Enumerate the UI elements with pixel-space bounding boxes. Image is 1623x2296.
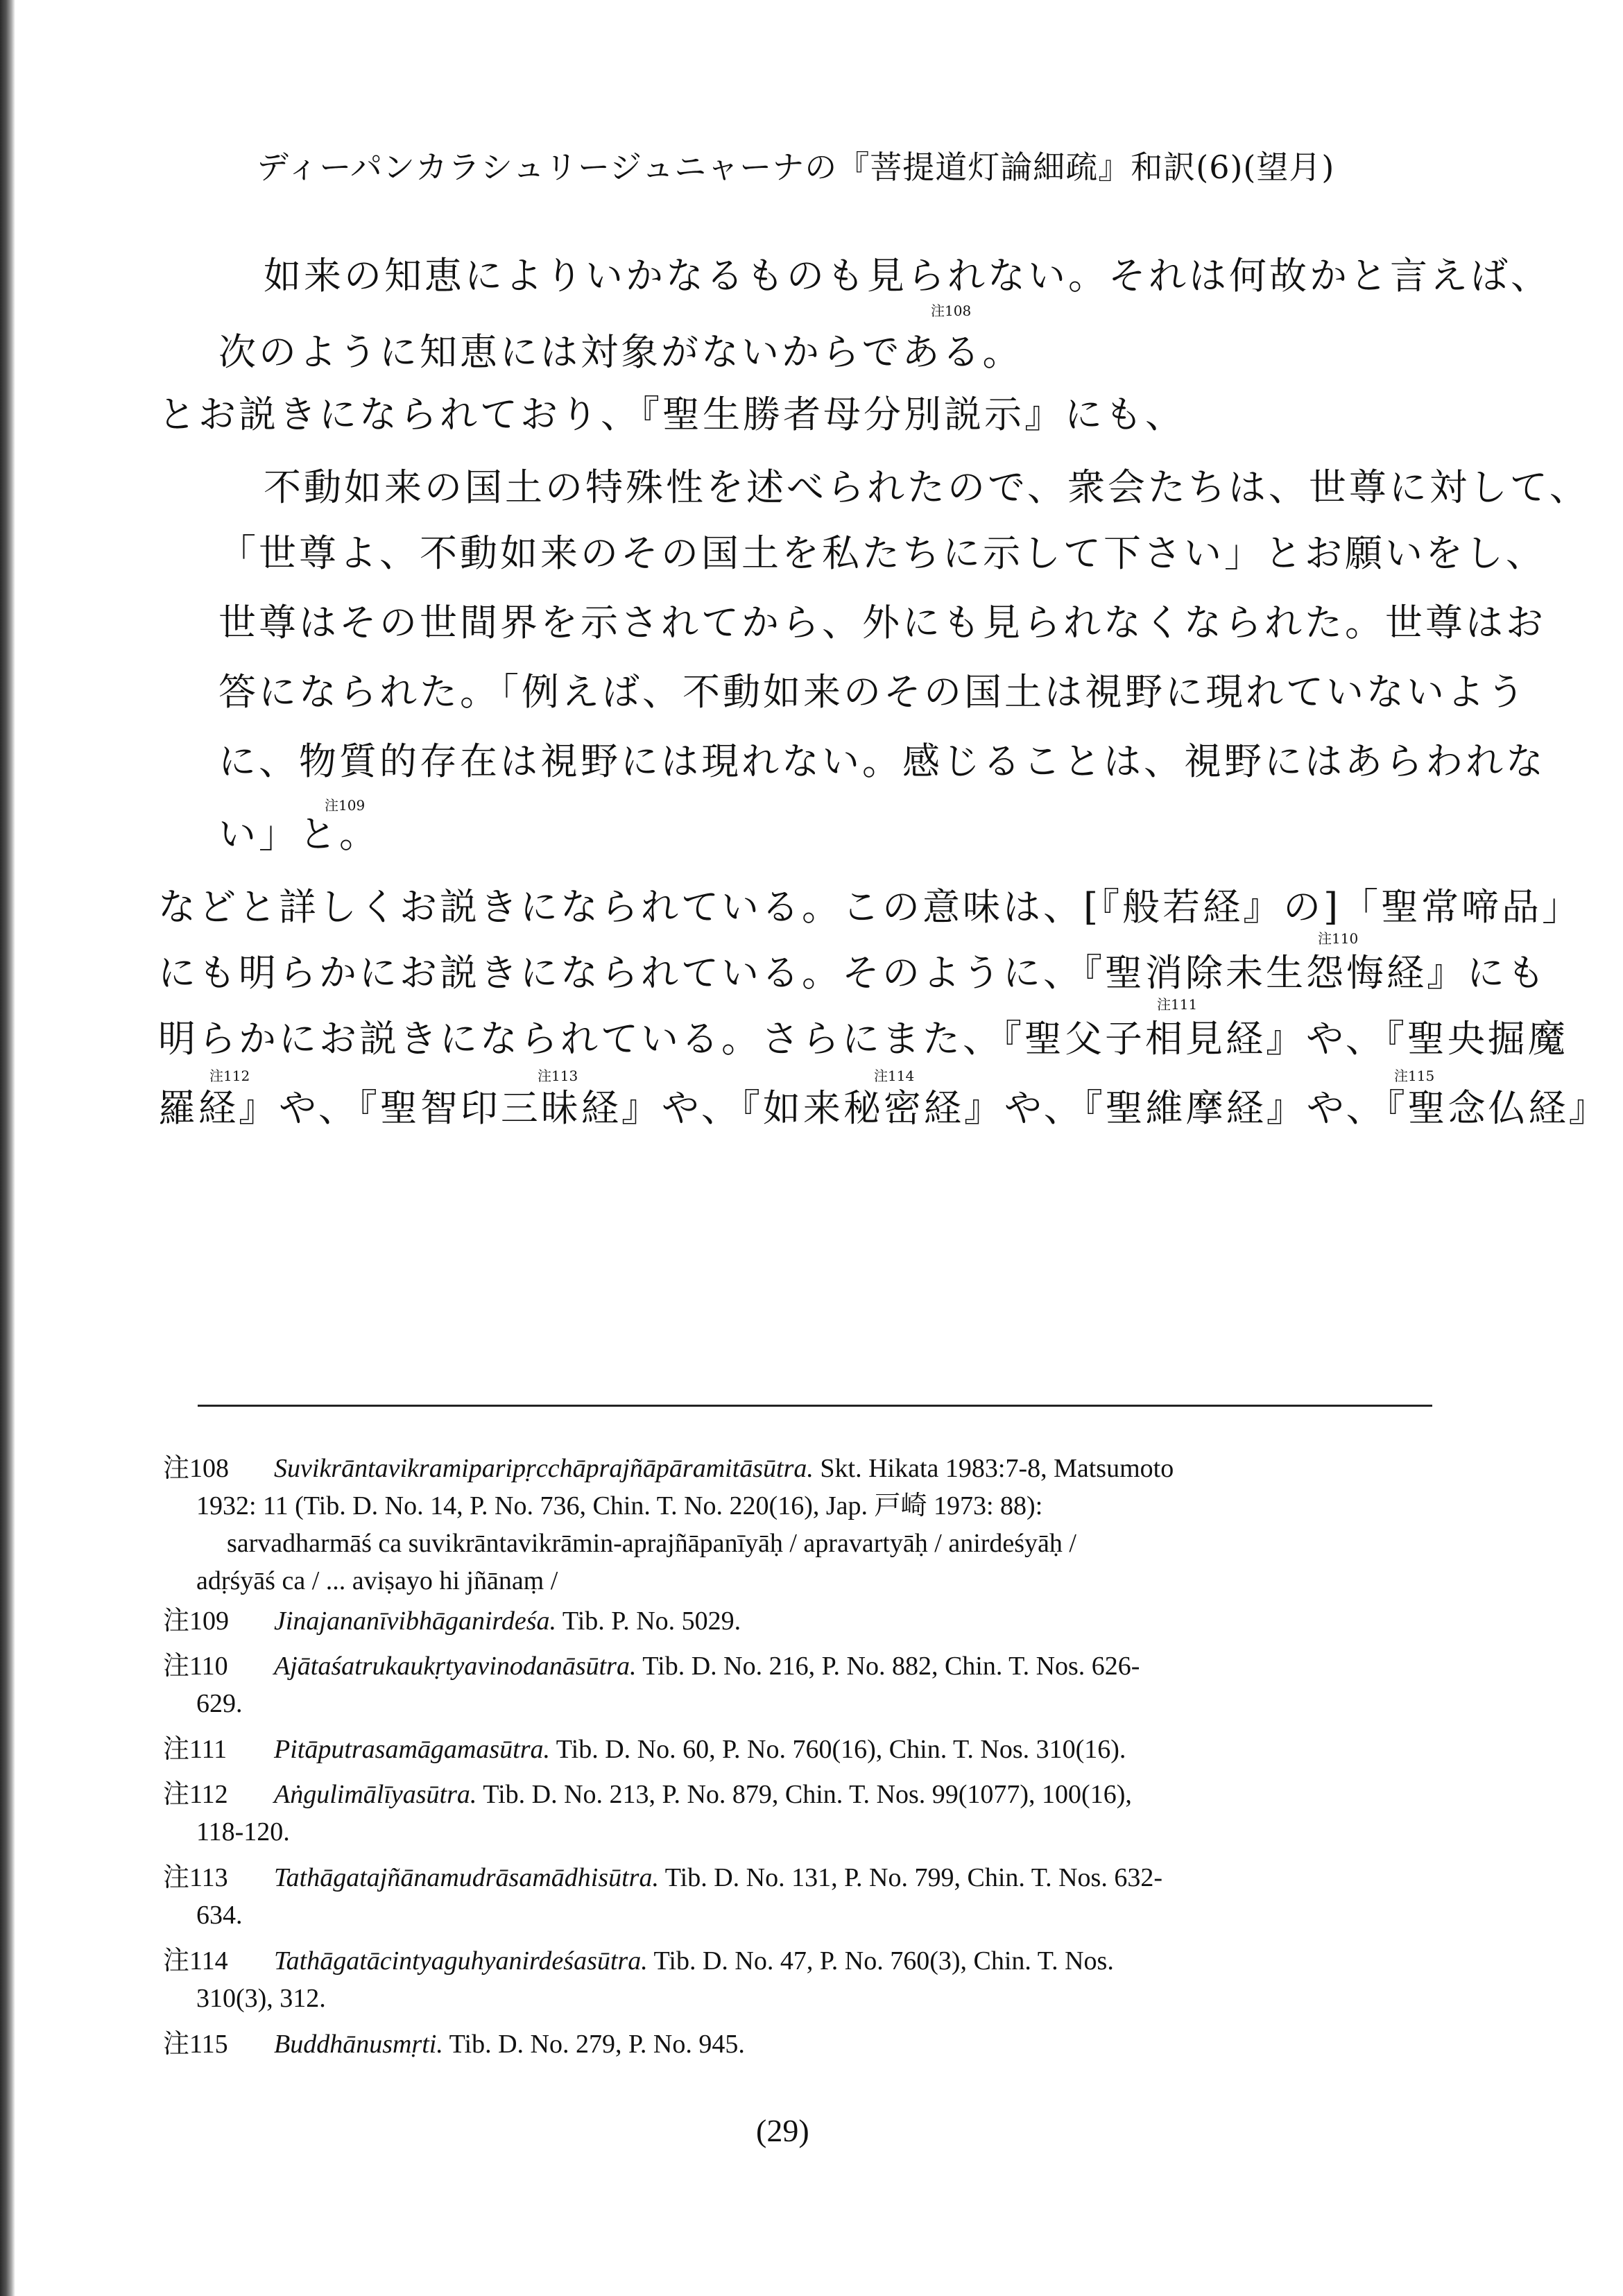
footnote-text: Tib. D. No. 60, P. No. 760(16), Chin. T. Nos. 310(16).: [549, 1735, 1126, 1764]
footnote-continuation: 629.: [196, 1689, 243, 1718]
body-line-10: などと詳しくお説きになられている。この意味は、[『般若経』の]「聖常啼品」: [158, 885, 1583, 929]
footnote-title: Buddhānusmṛti.: [274, 2030, 443, 2059]
footnote-quote-line-1: sarvadharmāś ca suvikrāntavikrāmin-aprajñāpanīyāḥ / apravartyāḥ / anirdeśyāḥ /: [227, 1529, 1076, 1558]
footnote-109: [163, 1602, 1453, 1640]
footnote-title: Jinajananīvibhāganirdeśa.: [274, 1607, 557, 1636]
note-mark-114: 注114: [874, 1068, 915, 1084]
footnote-text: Skt. Hikata 1983:7-8, Matsumoto: [813, 1454, 1174, 1483]
page-number: (29): [756, 2113, 809, 2148]
footnote-continuation: 310(3), 312.: [196, 1984, 326, 2013]
footnote-110: [163, 1647, 1453, 1722]
footnote-text: Tib. P. No. 5029.: [556, 1607, 741, 1636]
body-line-1: 如来の知恵によりいかなるものも見られない。それは何故かと言えば、: [264, 254, 1551, 298]
note-mark-108: 注108: [931, 302, 972, 319]
footnote-108: [163, 1450, 1453, 1600]
note-mark-111: 注111: [1157, 996, 1198, 1013]
footnote-label: 注108: [163, 1454, 230, 1483]
body-line-13: 羅経』や、『聖智印三昧経』や、『如来秘密経』や、『聖維摩経』や、『聖念仏経』: [158, 1086, 1609, 1130]
body-line-12: 明らかにお説きになられている。さらにまた、『聖父子相見経』や、『聖央掘魔: [158, 1017, 1568, 1061]
scan-edge-shadow: [0, 0, 15, 2296]
body-line-3: とお説きになられており、『聖生勝者母分別説示』にも、: [158, 393, 1185, 436]
body-line-4: 不動如来の国土の特殊性を述べられたので、衆会たちは、世尊に対して、: [264, 465, 1590, 509]
footnote-separator: [198, 1405, 1432, 1407]
body-line-9: い」と。: [218, 812, 379, 856]
footnote-label: 注111: [163, 1735, 227, 1764]
running-header: ディーパンカラシュリージュニャーナの『菩提道灯論細疏』和訳(6)(望月): [257, 148, 1335, 186]
footnote-label: 注112: [163, 1780, 228, 1809]
body-line-11: にも明らかにお説きになられている。そのように、『聖消除未生怨悔経』にも: [158, 951, 1547, 995]
footnote-title: Ajātaśatrukaukṛtyavinodanāsūtra.: [274, 1652, 637, 1681]
footnote-label: 注113: [163, 1863, 228, 1892]
footnote-title: Tathāgatajñānamudrāsamādhisūtra.: [274, 1863, 659, 1892]
footnote-text: Tib. D. No. 279, P. No. 945.: [443, 2030, 745, 2059]
footnote-label: 注115: [163, 2030, 228, 2059]
footnote-continuation: 118-120.: [196, 1817, 290, 1847]
footnote-text: Tib. D. No. 216, P. No. 882, Chin. T. Nos. 626-: [636, 1652, 1140, 1681]
footnote-label: 注114: [163, 1946, 228, 1976]
footnote-114: [163, 1942, 1453, 2017]
note-mark-113: 注113: [538, 1068, 578, 1084]
footnote-quote-line-2: adṛśyāś ca / ... aviṣayo hi jñānaṃ /: [196, 1566, 558, 1595]
footnote-continuation: 634.: [196, 1901, 243, 1930]
footnote-text: Tib. D. No. 213, P. No. 879, Chin. T. Nos. 99(1077), 100(16),: [476, 1780, 1132, 1809]
body-line-2: 次のように知恵には対象がないからである。: [218, 330, 1023, 374]
note-mark-109: 注109: [325, 797, 366, 814]
footnote-text: Tib. D. No. 131, P. No. 799, Chin. T. Nos. 632-: [658, 1863, 1162, 1892]
note-mark-112: 注112: [209, 1068, 250, 1084]
footnote-115: [163, 2025, 1453, 2063]
footnote-title: Suvikrāntavikramiparipṛcchāprajñāpāramitāsūtra.: [274, 1454, 814, 1483]
footnote-113: [163, 1859, 1453, 1934]
body-line-7: 答になられた。「例えば、不動如来のその国土は視野に現れていないよう: [218, 670, 1527, 714]
body-line-8: に、物質的存在は視野には現れない。感じることは、視野にはあらわれな: [218, 739, 1546, 783]
footnote-label: 注110: [163, 1652, 228, 1681]
note-mark-110: 注110: [1318, 930, 1359, 947]
note-mark-115: 注115: [1394, 1068, 1435, 1084]
footnote-continuation: 1932: 11 (Tib. D. No. 14, P. No. 736, Chin. T. No. 220(16), Jap. 戸崎 1973: 88):: [196, 1491, 1043, 1520]
body-line-5: 「世尊よ、不動如来のその国土を私たちに示して下さい」とお願いをし、: [218, 531, 1546, 575]
footnote-title: Aṅgulimālīyasūtra.: [274, 1780, 477, 1809]
footnote-title: Pitāputrasamāgamasūtra.: [274, 1735, 550, 1764]
footnote-text: Tib. D. No. 47, P. No. 760(3), Chin. T. Nos.: [647, 1946, 1114, 1976]
footnote-111: [163, 1731, 1453, 1768]
body-line-6: 世尊はその世間界を示されてから、外にも見られなくなられた。世尊はお: [218, 601, 1546, 644]
footnote-label: 注109: [163, 1607, 230, 1636]
footnote-112: [163, 1776, 1453, 1851]
footnote-title: Tathāgatācintyaguhyanirdeśasūtra.: [274, 1946, 648, 1976]
